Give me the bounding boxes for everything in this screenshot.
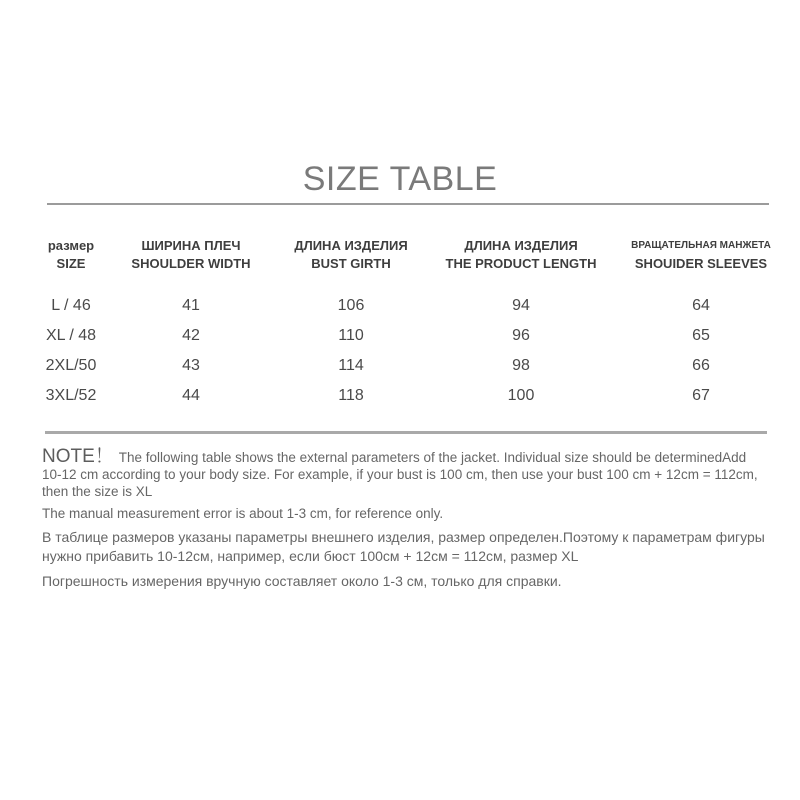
note-divider: [45, 431, 767, 434]
header-label-ru: ШИРИНА ПЛЕЧ: [141, 238, 241, 253]
cell-size: 3XL/52: [45, 387, 97, 404]
header-label-en: BUST GIRTH: [311, 256, 391, 271]
cell-shoulder-width: 44: [182, 387, 200, 404]
header-label-ru: ДЛИНА ИЗДЕЛИЯ: [464, 238, 578, 253]
cell-size: 2XL/50: [45, 357, 97, 374]
header-label-en: THE PRODUCT LENGTH: [445, 256, 597, 271]
cell-sleeves: 66: [692, 357, 710, 374]
header-label-en: SIZE: [56, 256, 86, 271]
table-row: [36, 351, 786, 381]
cell-shoulder-width: 42: [182, 327, 200, 344]
column-header-shoulder-width: [106, 238, 276, 272]
table-body: [36, 291, 786, 411]
cell-shoulder-width: 41: [182, 297, 200, 314]
cell-sleeves: 67: [692, 387, 710, 404]
table-row: [36, 291, 786, 321]
cell-product-length: 98: [512, 357, 530, 374]
note-measurement-ru: Погрешность измерения вручную составляет около 1-3 см, только для справки.: [42, 573, 562, 589]
cell-product-length: 100: [507, 387, 535, 404]
column-header-sleeves: [616, 238, 786, 272]
note-paragraph-ru: В таблице размеров указаны параметры внешнего изделия, размер определен.Поэтому к параметрам фигуры нужно прибавить 10-12см, например, если бюст 100см + 12см = 112см, размер XL: [42, 529, 765, 564]
note-measurement-en: The manual measurement error is about 1-3 cm, for reference only.: [42, 506, 444, 521]
header-label-en: SHOUIDER SLEEVES: [634, 256, 768, 271]
note-label: NOTE！: [42, 446, 114, 467]
cell-size: L / 46: [51, 297, 91, 314]
cell-bust-girth: 110: [338, 327, 364, 344]
cell-sleeves: 64: [692, 297, 710, 314]
column-header-product-length: [426, 238, 616, 272]
note-section: [42, 448, 768, 591]
cell-sleeves: 65: [692, 327, 710, 344]
cell-product-length: 96: [512, 327, 530, 344]
table-header-row: [36, 238, 786, 272]
page-title: SIZE TABLE: [302, 160, 498, 198]
column-header-size: [36, 238, 106, 272]
cell-bust-girth: 106: [337, 297, 365, 314]
header-label-en: SHOULDER WIDTH: [131, 256, 251, 271]
size-table: [36, 238, 786, 411]
note-text-en: The following table shows the external parameters of the jacket. Individual size should be determinedAdd 10-12 cm according to your body size. For example, if your bust is 100 cm, then use your bust 100 cm + 12cm = 112cm, then the size is XL: [42, 450, 758, 499]
note-paragraph-en: [42, 448, 768, 500]
cell-bust-girth: 114: [338, 357, 364, 374]
table-row: [36, 321, 786, 351]
header-label-ru: размер: [47, 238, 95, 253]
header-label-ru: ВРАЩАТЕЛЬНАЯ МАНЖЕТА: [631, 240, 771, 251]
table-row: [36, 381, 786, 411]
header-label-ru: ДЛИНА ИЗДЕЛИЯ: [294, 238, 408, 253]
cell-size: XL / 48: [45, 327, 97, 344]
title-divider: [47, 203, 769, 205]
cell-shoulder-width: 43: [182, 357, 200, 374]
cell-bust-girth: 118: [338, 387, 364, 404]
column-header-bust-girth: [276, 238, 426, 272]
cell-product-length: 94: [512, 297, 530, 314]
